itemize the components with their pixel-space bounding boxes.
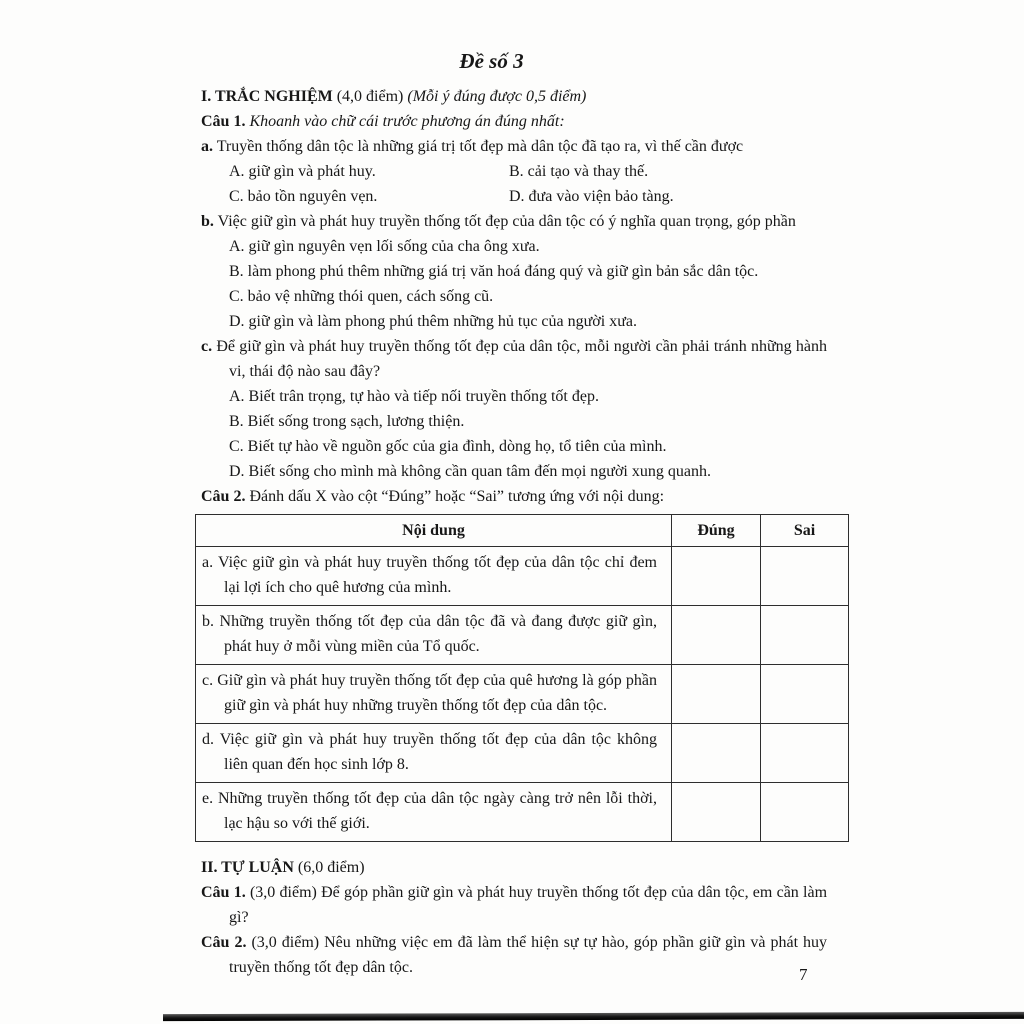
option-c: C. bảo vệ những thói quen, cách sống cũ.	[229, 288, 494, 305]
table-row	[196, 547, 849, 606]
question-a-label: a.	[201, 138, 213, 155]
statement-text: e. Những truyền thống tốt đẹp của dân tộc ngày càng trở nên lỗi thời, lạc hậu so với thế giới.	[202, 790, 657, 832]
tl-cau2-text: Nêu những việc em đã làm thể hiện sự tự hào, góp phần giữ gìn và phát huy truyền thống tốt đẹp dân tộc.	[229, 934, 828, 976]
question-c-stem	[201, 334, 827, 384]
option-b: B. làm phong phú thêm những giá trị văn hoá đáng quý và giữ gìn bản sắc dân tộc.	[229, 263, 759, 280]
table-header-noi-dung: Nội dung	[196, 515, 672, 547]
question-a-options-row-2	[229, 184, 827, 209]
section-tn-points: (4,0 điểm)	[336, 88, 404, 105]
cau1-label: Câu 1.	[201, 113, 246, 130]
sai-cell	[761, 606, 849, 665]
question-c-text: Để giữ gìn và phát huy truyền thống tốt đẹp của dân tộc, mỗi người cần phải tránh những hành vi, thái độ nào sau đây?	[216, 338, 827, 380]
question-b-text: Việc giữ gìn và phát huy truyền thống tốt đẹp của dân tộc có ý nghĩa quan trọng, góp phần	[217, 213, 796, 230]
section-tl-heading-label: II. TỰ LUẬN	[201, 859, 294, 876]
tl-cau1	[201, 880, 827, 930]
section-tl-points: (6,0 điểm)	[297, 859, 365, 876]
statement-text: d. Việc giữ gìn và phát huy truyền thống tốt đẹp của dân tộc không liên quan đến học sinh lớp 8.	[202, 731, 657, 773]
book-edge-shadow	[163, 1012, 1024, 1021]
page-title: Đề số 3	[459, 49, 524, 73]
true-false-table	[195, 514, 849, 842]
tl-cau1-text: Để góp phần giữ gìn và phát huy truyền thống tốt đẹp của dân tộc, em cần làm gì?	[229, 884, 828, 926]
dung-cell	[672, 665, 761, 724]
section-tn-heading	[201, 84, 827, 109]
option-c: C. Biết tự hào về nguồn gốc của gia đình, dòng họ, tổ tiên của mình.	[229, 438, 667, 455]
page-content	[201, 46, 827, 980]
tl-cau2-label: Câu 2.	[201, 934, 247, 951]
question-b-stem	[201, 209, 827, 234]
statement-text: b. Những truyền thống tốt đẹp của dân tộc đã và đang được giữ gìn, phát huy ở mỗi vùng miền của Tổ quốc.	[202, 613, 657, 655]
section-tn-heading-label: I. TRẮC NGHIỆM	[201, 88, 333, 105]
sai-cell	[761, 665, 849, 724]
question-a-text: Truyền thống dân tộc là những giá trị tốt đẹp mà dân tộc đã tạo ra, vì thế cần được	[216, 138, 744, 155]
tl-cau1-label: Câu 1.	[201, 884, 246, 901]
question-a-stem	[201, 134, 827, 159]
cau1-heading	[201, 109, 827, 134]
cau2-heading	[201, 484, 827, 509]
tl-cau1-points: (3,0 điểm)	[249, 884, 317, 901]
table-header-row	[196, 515, 849, 547]
statement-text: a. Việc giữ gìn và phát huy truyền thống tốt đẹp của dân tộc chỉ đem lại lợi ích cho quê hương của mình.	[202, 554, 657, 596]
option-b: B. cải tạo và thay thế.	[509, 163, 649, 180]
cau2-label: Câu 2.	[201, 488, 246, 505]
option-b: B. Biết sống trong sạch, lương thiện.	[229, 413, 465, 430]
table-row	[196, 665, 849, 724]
cau2-prompt: Đánh dấu X vào cột “Đúng” hoặc “Sai” tương ứng với nội dung:	[249, 488, 665, 505]
page-number: 7	[799, 965, 808, 984]
table-row	[196, 783, 849, 842]
table-row	[196, 724, 849, 783]
option-d: D. giữ gìn và làm phong phú thêm những hủ tục của người xưa.	[229, 313, 637, 330]
dung-cell	[672, 606, 761, 665]
table-row	[196, 606, 849, 665]
sai-cell	[761, 783, 849, 842]
table-header-sai: Sai	[761, 515, 849, 547]
question-a-options-row-1	[229, 159, 827, 184]
dung-cell	[672, 547, 761, 606]
dung-cell	[672, 783, 761, 842]
section-tl-heading	[201, 855, 827, 880]
tl-cau2-points: (3,0 điểm)	[251, 934, 320, 951]
question-b-label: b.	[201, 213, 214, 230]
option-d: D. đưa vào viện bảo tàng.	[509, 188, 674, 205]
table-header-dung: Đúng	[672, 515, 761, 547]
question-c-label: c.	[201, 338, 213, 355]
option-c: C. bảo tồn nguyên vẹn.	[229, 188, 378, 205]
statement-text: c. Giữ gìn và phát huy truyền thống tốt đẹp của quê hương là góp phần giữ gìn và phát huy những truyền thống tốt đẹp của dân tộc.	[202, 672, 657, 714]
section-tn-note: (Mỗi ý đúng được 0,5 điểm)	[407, 88, 587, 105]
cau1-prompt: Khoanh vào chữ cái trước phương án đúng nhất:	[249, 113, 565, 130]
option-a: A. giữ gìn và phát huy.	[229, 163, 376, 180]
option-a: A. giữ gìn nguyên vẹn lối sống của cha ông xưa.	[229, 238, 540, 255]
dung-cell	[672, 724, 761, 783]
option-d: D. Biết sống cho mình mà không cần quan tâm đến mọi người xung quanh.	[229, 463, 711, 480]
sai-cell	[761, 724, 849, 783]
sai-cell	[761, 547, 849, 606]
option-a: A. Biết trân trọng, tự hào và tiếp nối truyền thống tốt đẹp.	[229, 388, 599, 405]
tl-cau2	[201, 930, 827, 980]
